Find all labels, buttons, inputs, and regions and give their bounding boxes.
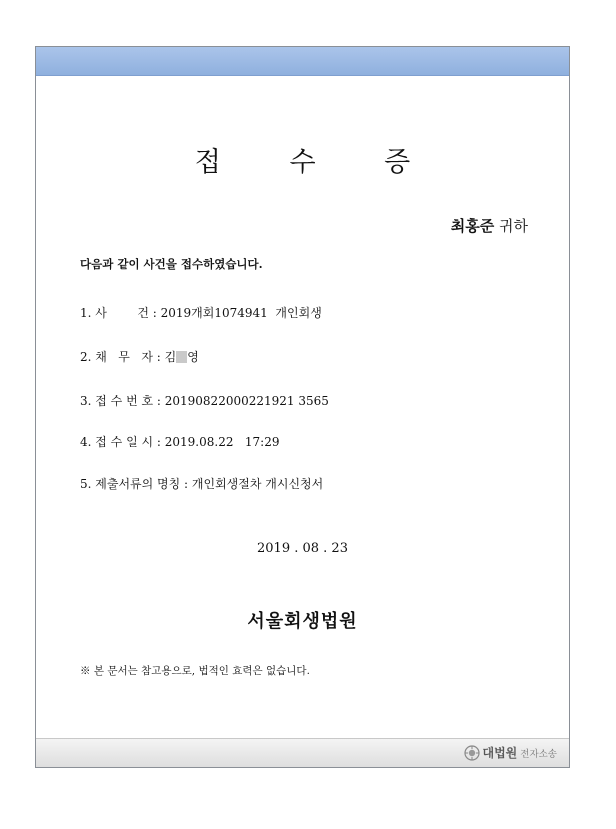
item-label: 3. 접 수 번 호 :	[80, 394, 165, 408]
redaction-block	[176, 351, 187, 363]
item-value: 20190822000221921 3565	[164, 394, 329, 408]
footer-bar	[36, 738, 569, 767]
item-receipt-number	[80, 392, 329, 409]
court-name: 서울회생법원	[247, 611, 358, 632]
item-case	[80, 304, 322, 321]
item-value: 개인회생절차 개시신청서	[191, 477, 324, 491]
issue-date: 2019 . 08 . 23	[257, 541, 348, 556]
item-label: 5. 제출서류의 명칭 :	[80, 477, 192, 491]
item-debtor	[80, 348, 199, 365]
logo-text: 대법원	[482, 746, 518, 760]
recipient	[451, 215, 528, 236]
logo-subtext: 전자소송	[520, 748, 557, 760]
reference-notice: ※ 본 문서는 참고용으로, 법적인 효력은 없습니다.	[80, 665, 310, 677]
item-value: 2019개회1074941 개인회생	[160, 306, 322, 320]
document-frame	[35, 46, 570, 768]
supreme-court-logo	[464, 744, 558, 761]
debtor-name-first: 김	[164, 350, 177, 364]
debtor-name-last: 영	[187, 350, 199, 364]
item-receipt-datetime	[80, 433, 279, 450]
item-label: 1. 사 건 :	[80, 306, 161, 320]
item-value: 2019.08.22 17:29	[164, 435, 280, 449]
court-emblem-icon	[464, 745, 480, 761]
document-title: 접 수 증	[194, 147, 441, 178]
document-header-bar	[36, 47, 569, 76]
item-label: 4. 접 수 일 시 :	[80, 435, 165, 449]
recipient-suffix: 귀하	[494, 217, 528, 235]
item-label: 2. 채 무 자 :	[80, 350, 165, 364]
intro-text: 다음과 같이 사건을 접수하였습니다.	[80, 257, 263, 271]
recipient-name: 최홍준	[450, 217, 495, 235]
item-document-name	[80, 475, 323, 492]
